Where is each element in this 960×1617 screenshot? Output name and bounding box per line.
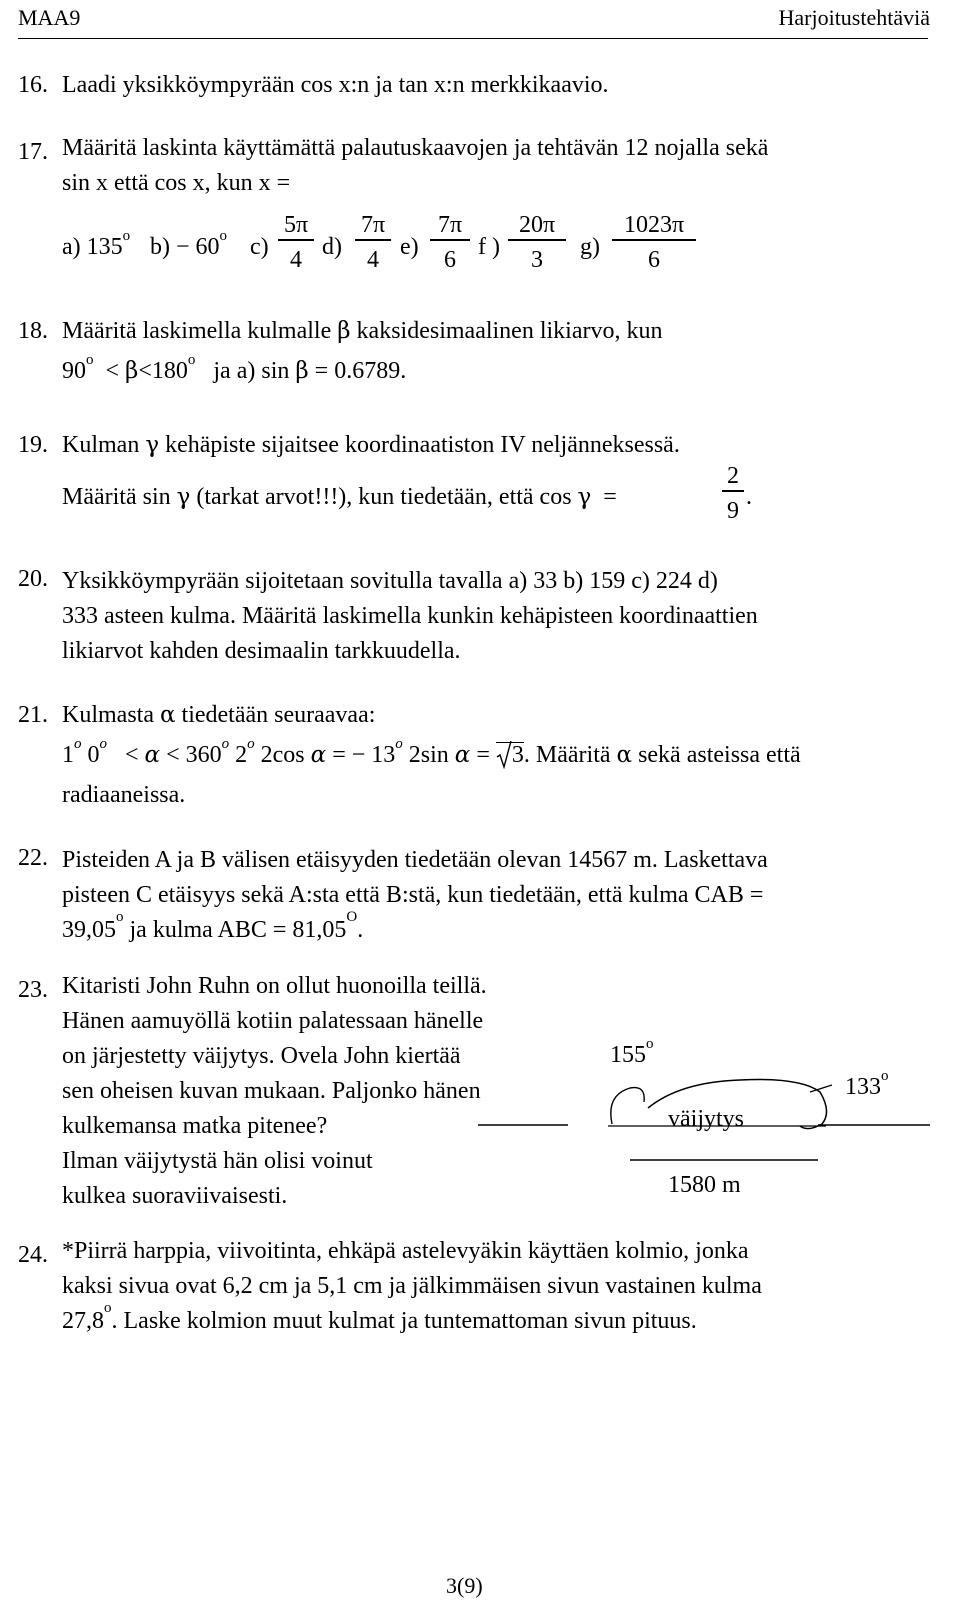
exercise-text-line1: Määritä laskimella kulmalle β kaksidesimaalinen likiarvo, kun	[62, 318, 663, 344]
header-rule	[18, 38, 928, 39]
exercise-number: 21.	[18, 702, 48, 728]
item-e-label: e)	[400, 234, 419, 260]
exercise-text	[62, 843, 768, 948]
fraction-c: 5π 4	[278, 211, 314, 274]
exercise-number: 19.	[18, 432, 48, 458]
angle-label-155: 155$^o$	[610, 1036, 654, 1068]
text-line: pisteen C etäisyys sekä A:sta että B:stä, kun tiedetään, että kulma CAB =	[62, 882, 764, 908]
header-title: Harjoitustehtäviä	[778, 5, 930, 30]
exercise-text: Laadi yksikköympyrään cos x:n ja tan x:n merkkikaavio.	[62, 72, 609, 98]
exercise-number: 16.	[18, 72, 48, 98]
page-number: 3(9)	[446, 1573, 483, 1598]
text-line: Kitaristi John Ruhn on ollut huonoilla teillä.	[62, 973, 487, 999]
text-line: sen oheisen kuvan mukaan. Paljonko hänen	[62, 1078, 481, 1104]
item-c-label: c)	[250, 234, 269, 260]
text-line: kulkemansa matka pitenee?	[62, 1113, 328, 1139]
fraction-g: 1023π 6	[612, 211, 696, 274]
exercise-text	[62, 969, 487, 1214]
text-line: 27,8$^o$. Laske kolmion muut kulmat ja tuntemattoman sivun pituus.	[62, 1300, 697, 1334]
item-b: $b) - 60^o$	[150, 228, 228, 260]
text-line: on järjestetty väijytys. Ovela John kiertää	[62, 1043, 461, 1069]
fraction-cos: 2 9	[722, 462, 744, 525]
text-line: Yksikköympyrään sijoitetaan sovitulla tavalla a) 33 b) 159 c) 224 d)	[62, 568, 718, 594]
item-g-label: g)	[580, 234, 600, 260]
text-line: *Piirrä harppia, viivoitinta, ehkäpä astelevyäkin käyttäen kolmio, jonka	[62, 1238, 749, 1264]
exercise-text-line2: $90^o < \beta<180^o$ ja a) sin β = 0.6789.	[62, 352, 407, 384]
exercise-text	[62, 131, 768, 201]
exercise-number: 23.	[18, 977, 48, 1003]
text-line: sin x että cos x, kun x =	[62, 170, 291, 196]
sentence-end: .	[746, 484, 752, 510]
distance-label: 1580 m	[668, 1172, 741, 1198]
item-a: a) 135$^o$	[62, 228, 131, 260]
exercise-number: 20.	[18, 566, 48, 592]
exercise-text-line1: Kulmasta α tiedetään seuraavaa:	[62, 702, 376, 728]
text-line: Ilman väijytystä hän olisi voinut	[62, 1148, 373, 1174]
fraction-e: 7π 6	[430, 211, 470, 274]
condition-formula: 1$^o$ 0$^o$ < α < 360$^o$ 2$^o$ 2cos α = − 13$^o$ 2sin α = 3. Määritä α sekä asteissa että	[62, 736, 801, 768]
fraction-f: 20π 3	[508, 211, 566, 274]
item-f-label: f )	[478, 234, 500, 260]
exercise-number: 24.	[18, 1242, 48, 1268]
text-line: 39,05$^o$ ja kulma ABC = $81,05^O$.	[62, 909, 364, 943]
text-line: kaksi sivua ovat 6,2 cm ja 5,1 cm ja jälkimmäisen sivun vastainen kulma	[62, 1273, 762, 1299]
fraction-d: 7π 4	[355, 211, 391, 274]
exercise-number: 18.	[18, 318, 48, 344]
text-line: kulkea suoraviivaisesti.	[62, 1183, 288, 1209]
exercise-text	[62, 1234, 762, 1339]
exercise-text	[62, 564, 758, 669]
exercise-text-line1: Kulman γ kehäpiste sijaitsee koordinaatiston IV neljänneksessä.	[62, 432, 680, 458]
exercise-text-line3: radiaaneissa.	[62, 782, 186, 808]
exercise-number: 17.	[18, 139, 48, 165]
text-line: 333 asteen kulma. Määritä laskimella kunkin kehäpisteen koordinaattien	[62, 603, 758, 629]
text-line: Määritä laskinta käyttämättä palautuskaavojen ja tehtävän 12 nojalla sekä	[62, 135, 769, 161]
exercise-text-line2: Määritä sin γ (tarkat arvot!!!), kun tiedetään, että cos γ =	[62, 484, 617, 510]
text-line: Hänen aamuyöllä kotiin palatessaan hänelle	[62, 1008, 484, 1034]
text-line: Pisteiden A ja B välisen etäisyyden tiedetään olevan 14567 m. Laskettava	[62, 847, 768, 873]
exercise-number: 22.	[18, 845, 48, 871]
header-course: MAA9	[18, 5, 81, 30]
angle-label-133: 133$^o$	[845, 1068, 889, 1100]
item-d-label: d)	[322, 234, 342, 260]
ambush-label: väijytys	[668, 1106, 744, 1132]
text-line: likiarvot kahden desimaalin tarkkuudella.	[62, 638, 461, 664]
